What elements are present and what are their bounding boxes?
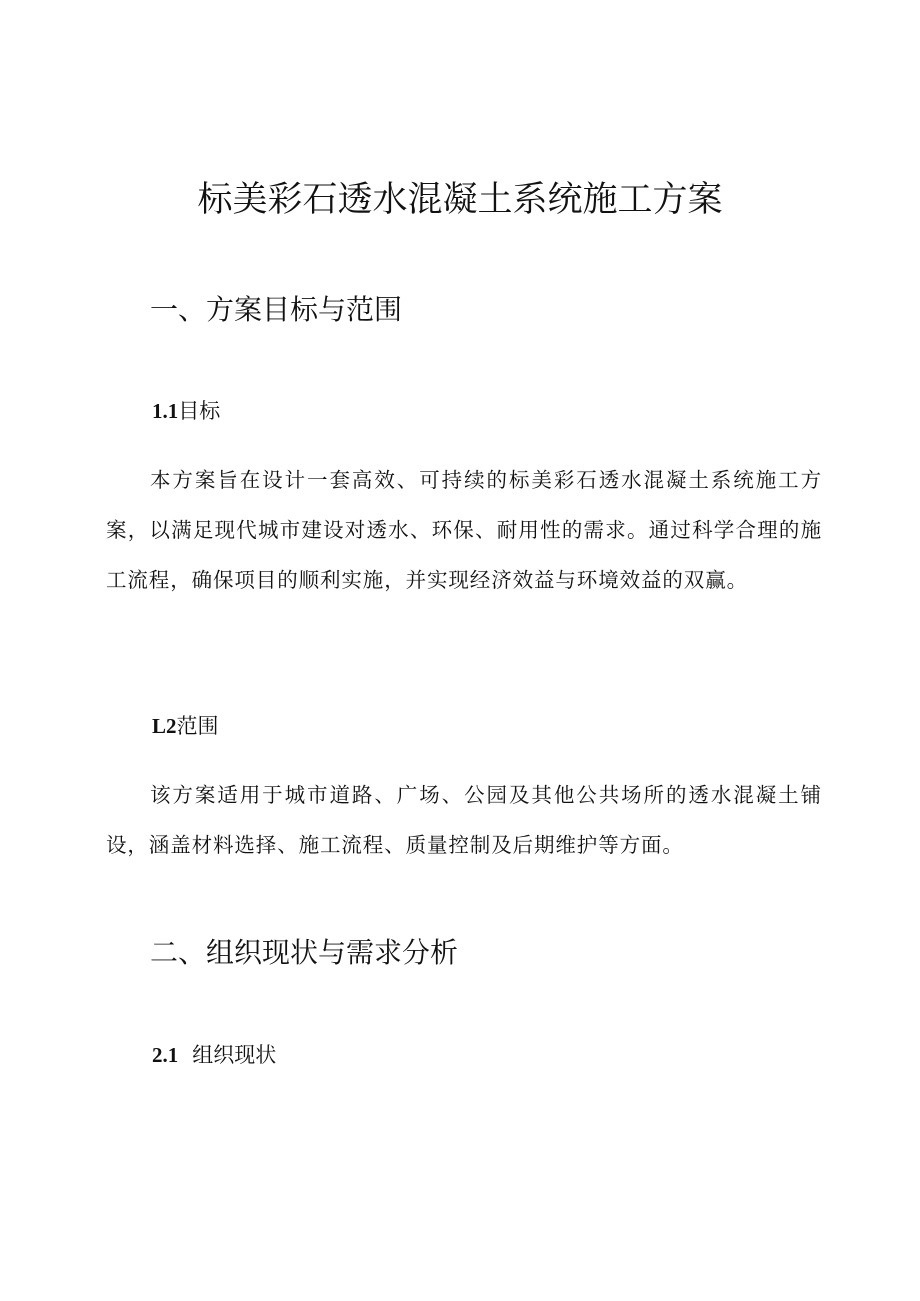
subsection-heading-1-1 xyxy=(152,396,220,426)
section-heading-1: 一、方案目标与范围 xyxy=(150,293,403,326)
subsection-title: 范围 xyxy=(176,714,219,738)
subsection-number: 2.1 xyxy=(152,1043,179,1067)
document-title: 标美彩石透水混凝土系统施工方案 xyxy=(197,180,723,220)
subsection-number: 1.1 xyxy=(152,399,179,423)
paragraph-scope: 该方案适用于城市道路、广场、公园及其他公共场所的透水混凝土铺设，涵盖材料选择、施工流程、质量控制及后期维护等方面。 xyxy=(106,783,822,857)
subsection-title: 目标 xyxy=(178,399,221,423)
section-heading-2: 二、组织现状与需求分析 xyxy=(150,936,459,969)
subsection-number: L2 xyxy=(152,714,177,738)
paragraph-goal: 本方案旨在设计一套高效、可持续的标美彩石透水混凝土系统施工方案，以满足现代城市建设对透水、环保、耐用性的需求。通过科学合理的施工流程，确保项目的顺利实施，并实现经济效益与环境效益的双赢。 xyxy=(106,468,822,592)
subsection-heading-1-2 xyxy=(152,711,219,741)
subsection-title: 组织现状 xyxy=(192,1043,277,1067)
subsection-heading-2-1 xyxy=(152,1040,276,1070)
